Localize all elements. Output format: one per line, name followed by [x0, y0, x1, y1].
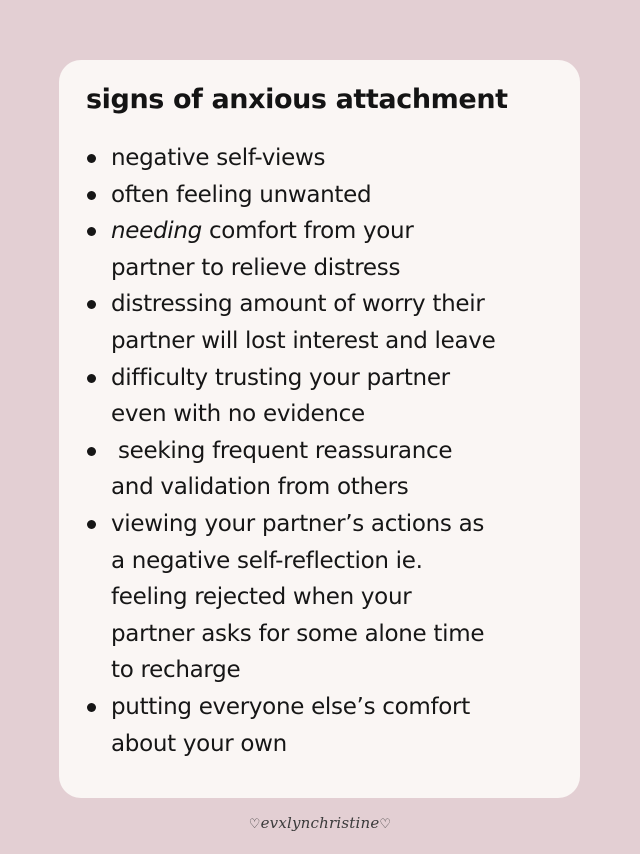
list-item-text: a negative self-reflection ie.: [111, 547, 423, 574]
author-signature: [0, 814, 640, 832]
signature-text: evxlynchristine: [260, 814, 380, 832]
list-item-text: feeling rejected when your: [111, 584, 412, 611]
bullet-icon: [87, 154, 96, 163]
card-title: signs of anxious attachment: [86, 84, 508, 115]
list-item-text: putting everyone else’s comfort: [111, 693, 470, 720]
heart-outline-icon: ♡: [248, 817, 261, 832]
signs-list: [86, 140, 580, 762]
list-item: [86, 140, 580, 177]
list-item: [86, 433, 580, 506]
bullet-icon: [87, 227, 96, 236]
list-item-text: negative self-views: [111, 145, 326, 171]
heart-outline-icon: ♡: [379, 817, 392, 832]
list-item-text: comfort from your: [201, 218, 414, 245]
list-item-text: to recharge: [111, 657, 241, 684]
list-item-text: often feeling unwanted: [111, 181, 372, 208]
list-item-text: about your own: [111, 730, 287, 757]
bullet-icon: [87, 447, 96, 456]
bullet-icon: [87, 520, 96, 529]
info-card: [59, 60, 580, 798]
bullet-icon: [87, 374, 96, 383]
list-item: [86, 286, 580, 359]
list-item-text: partner asks for some alone time: [111, 620, 485, 647]
list-item-text: even with no evidence: [111, 401, 365, 428]
list-item-text: partner will lost interest and leave: [111, 327, 496, 354]
emphasis-text: needing: [111, 218, 202, 245]
list-item: [86, 360, 580, 433]
list-item: [86, 177, 580, 214]
list-item-text: distressing amount of worry their: [111, 291, 485, 318]
bullet-icon: [87, 703, 96, 712]
list-item-text: viewing your partner’s actions as: [111, 510, 485, 537]
list-item: [86, 213, 580, 286]
list-item-text: partner to relieve distress: [111, 254, 401, 281]
list-item-line: [111, 213, 580, 250]
list-item: [86, 506, 580, 689]
list-item-line: [111, 433, 580, 470]
bullet-icon: [87, 191, 96, 200]
list-item: [86, 689, 580, 762]
list-item-text: seeking frequent reassurance: [118, 437, 453, 464]
bullet-icon: [87, 300, 96, 309]
list-item-text: difficulty trusting your partner: [111, 364, 450, 391]
list-item-text: and validation from others: [111, 474, 409, 501]
